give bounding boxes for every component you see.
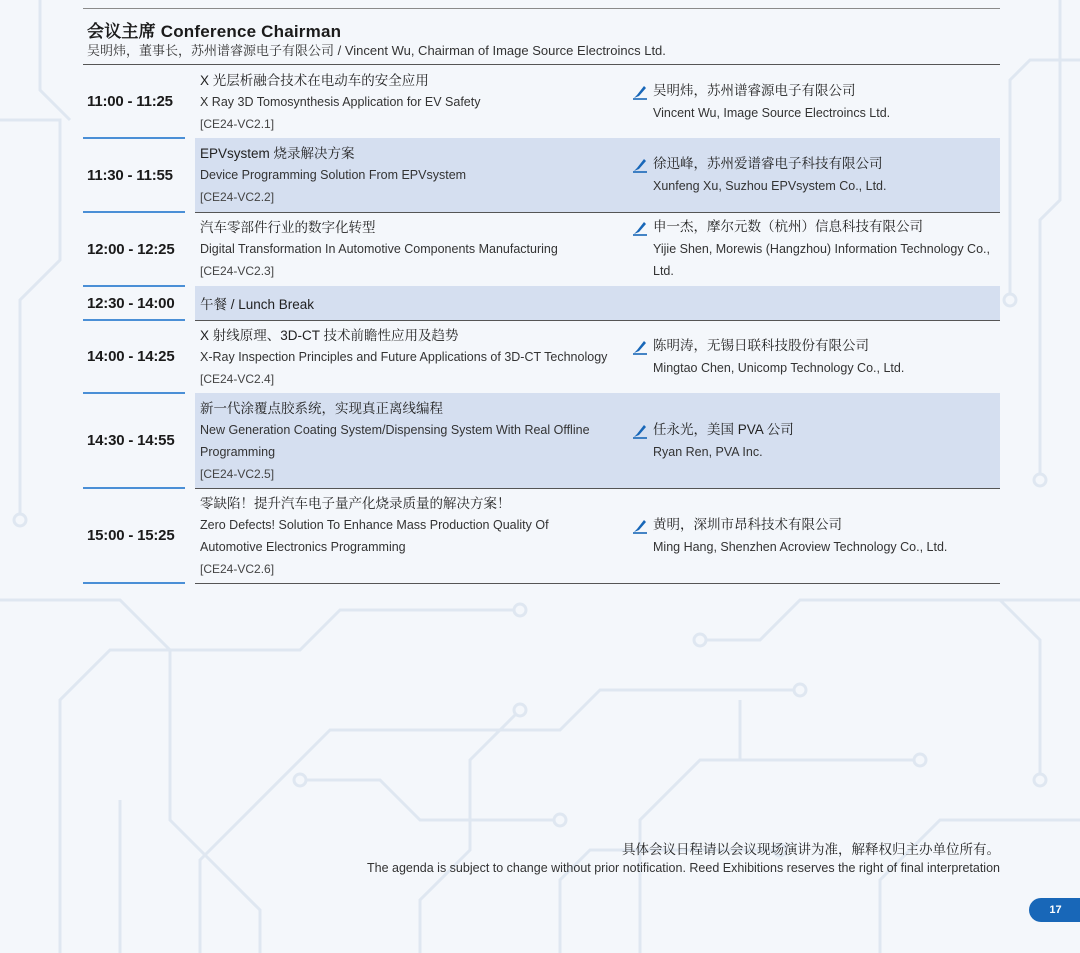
talk-code: [CE24-VC2.1] <box>200 117 275 131</box>
speaker-name-zh: 申一杰，摩尔元数（杭州）信息科技有限公司 <box>653 219 923 234</box>
pen-icon <box>631 156 649 174</box>
speaker-name-en: Xunfeng Xu, Suzhou EPVsystem Co., Ltd. <box>653 179 887 193</box>
session-time: 11:00 - 11:25 <box>87 93 173 110</box>
chairman-heading: 会议主席 Conference Chairman <box>87 22 342 41</box>
session-talk <box>200 144 610 208</box>
session-row <box>83 393 1000 488</box>
session-time: 14:30 - 14:55 <box>87 432 175 449</box>
talk-title-en: X-Ray Inspection Principles and Future Applications of 3D-CT Technology <box>200 350 608 364</box>
talk-code: [CE24-VC2.6] <box>200 562 275 576</box>
session-talk <box>200 399 610 485</box>
session-time: 14:00 - 14:25 <box>87 348 175 365</box>
speaker-name-en: Ryan Ren, PVA Inc. <box>653 444 763 459</box>
talk-title-en: Digital Transformation In Automotive Components Manufacturing <box>200 242 558 256</box>
speaker-name-zh: 徐迅峰，苏州爱谱睿电子科技有限公司 <box>653 156 883 171</box>
pen-icon <box>631 517 649 535</box>
lunch-row <box>83 286 1000 320</box>
talk-title-en: Device Programming Solution From EPVsystem <box>200 168 467 182</box>
chairman-info: 吴明炜，董事长，苏州谱睿源电子有限公司 / Vincent Wu, Chairman of Image Source Electroincs Ltd. <box>87 43 666 58</box>
session-time: 11:30 - 11:55 <box>87 166 173 184</box>
session-talk <box>200 71 610 135</box>
session-speaker <box>631 65 890 138</box>
row-divider <box>195 583 1000 584</box>
session-talk <box>200 218 610 282</box>
speaker-name-zh: 吴明炜，苏州谱睿源电子有限公司 <box>653 82 856 98</box>
session-time: 15:00 - 15:25 <box>87 527 175 544</box>
talk-title-en: Zero Defects! Solution To Enhance Mass Production Quality Of Automotive Electronics Programming <box>200 518 549 554</box>
talk-code: [CE24-VC2.5] <box>200 467 275 481</box>
session-speaker <box>631 138 886 212</box>
session-row <box>83 488 1000 583</box>
speaker-name-en: Mingtao Chen, Unicomp Technology Co., Ltd. <box>653 360 905 375</box>
session-speaker <box>631 320 904 393</box>
speaker-name-zh: 陈明涛，无锡日联科技股份有限公司 <box>653 337 869 353</box>
talk-code: [CE24-VC2.3] <box>200 264 275 278</box>
speaker-name-en: Ming Hang, Shenzhen Acroview Technology Co., Ltd. <box>653 539 948 554</box>
talk-title-en: X Ray 3D Tomosynthesis Application for EV Safety <box>200 95 481 109</box>
talk-code: [CE24-VC2.2] <box>200 190 275 204</box>
disclaimer-zh: 具体会议日程请以会议现场演讲为准，解释权归主办单位所有。 <box>622 842 1000 857</box>
talk-title-zh: X 射线原理、3D-CT 技术前瞻性应用及趋势 <box>200 328 459 343</box>
session-talk <box>200 326 610 390</box>
talk-title-zh: X 光层析融合技术在电动车的安全应用 <box>200 73 429 88</box>
session-speaker <box>631 488 947 583</box>
lunch-break <box>200 286 610 320</box>
session-time: 12:30 - 14:00 <box>87 294 175 312</box>
talk-title-zh: 汽车零部件行业的数字化转型 <box>200 220 376 235</box>
session-row <box>83 212 1000 286</box>
speaker-name-en: Yijie Shen, Morewis (Hangzhou) Information Technology Co., Ltd. <box>653 242 990 278</box>
agenda-table <box>83 65 1000 583</box>
talk-code: [CE24-VC2.4] <box>200 372 275 386</box>
session-speaker <box>631 393 794 488</box>
top-divider <box>83 8 1000 9</box>
session-speaker <box>631 212 1000 286</box>
pen-icon <box>631 83 649 101</box>
talk-title-en: New Generation Coating System/Dispensing System With Real Offline Programming <box>200 423 590 459</box>
page-number: 17 <box>1029 898 1080 922</box>
talk-title-zh: EPVsystem 烧录解决方案 <box>200 146 355 161</box>
speaker-name-en: Vincent Wu, Image Source Electroincs Ltd. <box>653 105 891 120</box>
pen-icon <box>631 338 649 356</box>
speaker-name-zh: 任永光，美国 PVA 公司 <box>653 421 794 437</box>
time-underline <box>83 582 185 584</box>
pen-icon <box>631 219 649 237</box>
session-row <box>83 138 1000 212</box>
pen-icon <box>631 422 649 440</box>
session-talk <box>200 494 610 580</box>
speaker-name-zh: 黄明，深圳市昂科技术有限公司 <box>653 516 842 532</box>
talk-title-zh: 新一代涂覆点胶系统，实现真正离线编程 <box>200 401 443 416</box>
session-row <box>83 320 1000 393</box>
lunch-label: 午餐 / Lunch Break <box>200 297 315 312</box>
session-row <box>83 65 1000 138</box>
disclaimer-en: The agenda is subject to change without prior notification. Reed Exhibitions reserves the right of final interpretation <box>366 861 1000 875</box>
talk-title-zh: 零缺陷！提升汽车电子量产化烧录质量的解决方案！ <box>200 496 511 511</box>
session-time: 12:00 - 12:25 <box>87 240 175 258</box>
